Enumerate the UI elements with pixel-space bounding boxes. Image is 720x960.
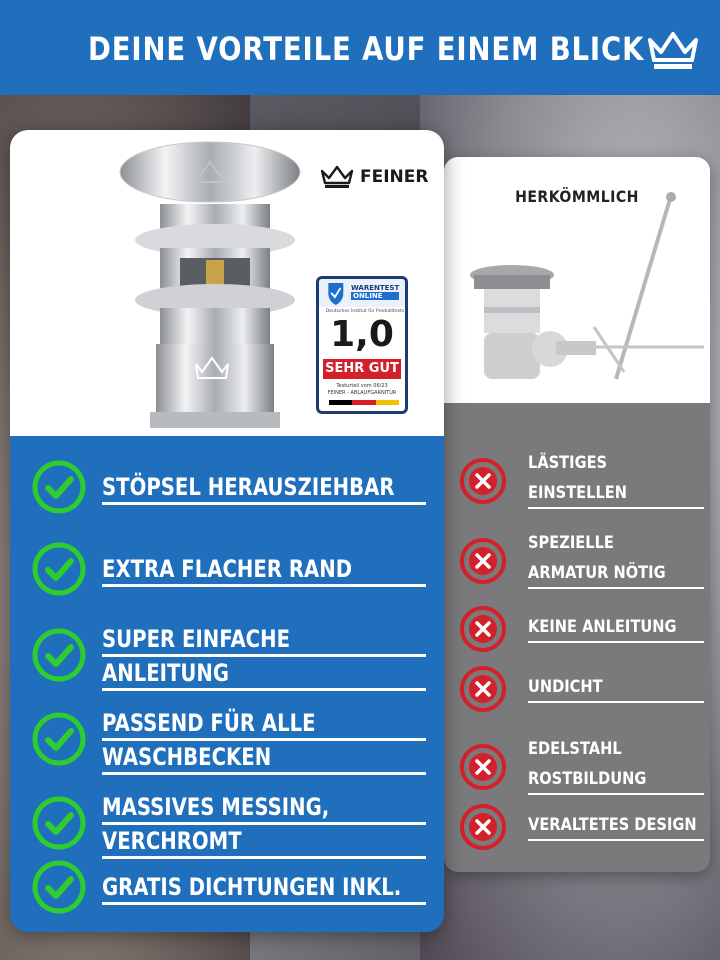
check-icon (30, 458, 88, 516)
disadvantage-item (458, 810, 704, 870)
disadvantage-label: KEINE ANLEITUNG (528, 617, 677, 637)
check-icon (30, 626, 88, 684)
check-icon (30, 540, 88, 598)
advantage-item (30, 706, 434, 782)
check-icon (30, 858, 88, 916)
disadvantage-label: EINSTELLEN (528, 483, 628, 503)
disadvantage-label: ROSTBILDUNG (528, 769, 647, 789)
cross-icon (458, 604, 508, 654)
advantage-label: ANLEITUNG (102, 659, 230, 687)
cross-icon (458, 536, 508, 586)
disadvantage-label: SPEZIELLE (528, 533, 614, 553)
disadvantage-item (458, 528, 704, 588)
advantage-label: SUPER EINFACHE (102, 625, 291, 653)
header-banner (0, 0, 720, 95)
check-icon (30, 794, 88, 852)
badge-product: FEINER - ABLAUFGARNITUR (327, 390, 397, 396)
disadvantage-label: VERALTETES DESIGN (528, 815, 697, 835)
feiner-card (10, 130, 444, 932)
badge-grade: SEHR GUT (323, 359, 401, 379)
disadvantage-underline (528, 793, 704, 795)
advantage-underline (102, 688, 426, 691)
advantage-label: GRATIS DICHTUNGEN INKL. (102, 873, 402, 901)
cross-icon (458, 802, 508, 852)
badge-label-online: ONLINE (351, 292, 399, 300)
advantage-underline (102, 584, 426, 587)
crown-icon (320, 165, 354, 189)
cross-icon (458, 664, 508, 714)
advantage-item (30, 552, 434, 594)
feiner-product-image-area (10, 130, 444, 436)
disadvantage-label: ARMATUR NÖTIG (528, 563, 666, 583)
disadvantage-underline (528, 701, 704, 703)
advantage-underline (102, 902, 426, 905)
advantage-label: VERCHROMT (102, 827, 242, 855)
disadvantage-label: LÄSTIGES (528, 453, 608, 473)
conventional-product-image-area (444, 157, 710, 403)
advantage-item (30, 470, 434, 512)
test-seal-badge (316, 276, 408, 414)
advantage-label: EXTRA FLACHER RAND (102, 555, 353, 583)
advantage-underline (102, 856, 426, 859)
advantage-label: PASSEND FÜR ALLE (102, 709, 316, 737)
disadvantage-underline (528, 641, 704, 643)
feiner-drain-illustration (10, 130, 310, 436)
disadvantage-item (458, 612, 704, 672)
check-icon (30, 710, 88, 768)
disadvantage-item (458, 672, 704, 732)
advantage-label: STÖPSEL HERAUSZIEHBAR (102, 473, 395, 501)
badge-date: Testurteil vom 06/23 (336, 383, 388, 389)
cross-icon (458, 456, 508, 506)
advantage-underline (102, 772, 426, 775)
badge-label-warentest: WARENTEST (351, 284, 400, 292)
badge-score: 1,0 (330, 314, 394, 355)
disadvantage-label: UNDICHT (528, 677, 603, 697)
disadvantage-underline (528, 839, 704, 841)
disadvantage-underline (528, 507, 704, 509)
disadvantage-item (458, 448, 704, 508)
conventional-drain-illustration (444, 157, 710, 403)
conventional-title: HERKÖMMLICH (515, 187, 639, 206)
badge-flag (329, 400, 399, 405)
advantage-underline (102, 502, 426, 505)
disadvantage-label: EDELSTAHL (528, 739, 622, 759)
advantage-label: WASCHBECKEN (102, 743, 272, 771)
advantage-label: MASSIVES MESSING, (102, 793, 330, 821)
brand-name: FEINER (360, 167, 429, 187)
crown-icon (646, 30, 700, 72)
advantage-item (30, 790, 434, 866)
advantage-item (30, 622, 434, 698)
disadvantage-underline (528, 587, 704, 589)
brand-logo (320, 162, 428, 192)
disadvantage-item (458, 734, 704, 794)
badge-institute: Deutsches Institut für Produkttests (325, 309, 405, 314)
advantage-item (30, 870, 434, 912)
page-title: DEINE VORTEILE AUF EINEM BLICK (88, 30, 645, 68)
cross-icon (458, 742, 508, 792)
